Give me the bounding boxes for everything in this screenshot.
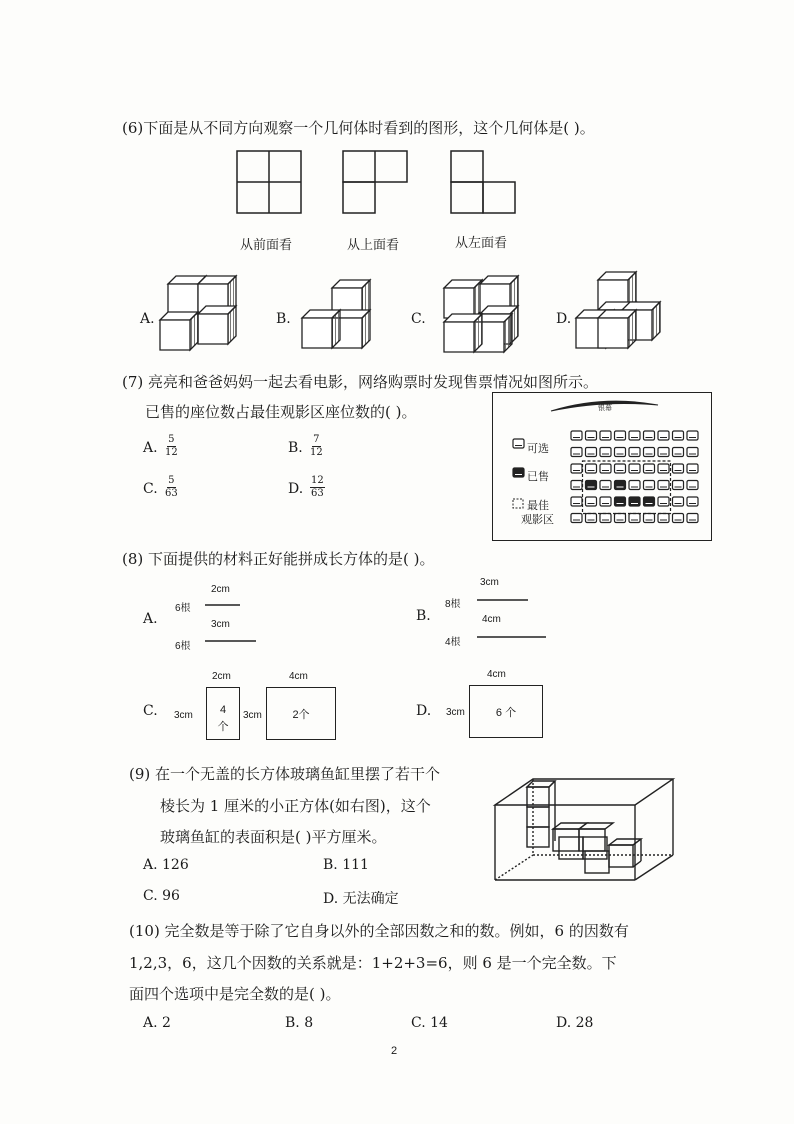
seat-available — [644, 514, 655, 523]
view-label-front: 从前面看 — [240, 238, 293, 253]
q6-stem: (6)下面是从不同方向观察一个几何体时看到的图形，这个几何体是( )。 — [122, 119, 595, 137]
q6-option-b-label[interactable]: B. — [276, 311, 291, 327]
seat-available — [615, 514, 626, 523]
q7-option-d-letter[interactable]: D. — [288, 481, 304, 497]
cube — [198, 306, 236, 344]
seat-sold — [629, 497, 640, 506]
legend-best-area-icon — [513, 499, 523, 508]
seat-available — [673, 497, 684, 506]
seat-available — [644, 481, 655, 490]
seat-available — [629, 481, 640, 490]
q10-option-d[interactable]: D. 28 — [556, 1015, 594, 1031]
seat-available — [644, 431, 655, 440]
cube — [302, 310, 340, 348]
q8-c-rect1-unit: 个 — [217, 721, 229, 733]
q8-a-count1: 6根 — [175, 603, 191, 614]
q8-option-d-letter[interactable]: D. — [416, 703, 432, 719]
seat-sold — [615, 497, 626, 506]
seat-available — [629, 464, 640, 473]
seat-available — [571, 497, 582, 506]
q8-d-rect-count: 6 个 — [495, 707, 517, 719]
seat-available — [644, 448, 655, 457]
q8-b-len1: 3cm — [480, 577, 499, 588]
seat-available — [600, 448, 611, 457]
seat-available — [571, 431, 582, 440]
q10-option-c[interactable]: C. 14 — [411, 1015, 448, 1031]
seat-available — [600, 497, 611, 506]
q8-c-rect2 — [266, 687, 336, 740]
q6-option-a-label[interactable]: A. — [140, 311, 155, 327]
seat-available — [673, 431, 684, 440]
q10-option-b[interactable]: B. 8 — [285, 1015, 314, 1031]
q7-stem-line2: 已售的座位数占最佳观影区座位数的( )。 — [145, 403, 417, 421]
q10-option-a[interactable]: A. 2 — [143, 1015, 171, 1031]
screen-label: 银幕 — [598, 405, 612, 412]
q7-option-a-letter[interactable]: A. — [143, 440, 158, 456]
seat-available — [571, 464, 582, 473]
cube — [160, 312, 198, 350]
q8-c-rect1 — [206, 687, 240, 740]
seat-available — [687, 514, 698, 523]
q8-c-width2: 4cm — [289, 671, 308, 682]
q9-stem-line2: 棱长为 1 厘米的小正方体(如右图)，这个 — [160, 797, 431, 815]
q8-c-height2: 3cm — [243, 710, 262, 721]
seat-sold — [586, 481, 597, 490]
q8-c-rect1-count: 4 — [219, 704, 227, 716]
seat-sold — [513, 468, 524, 477]
q7-option-c-letter[interactable]: C. — [143, 481, 158, 497]
seat-available — [615, 448, 626, 457]
q8-c-height1: 3cm — [174, 710, 193, 721]
q8-option-a-letter[interactable]: A. — [143, 611, 158, 627]
seat-available — [615, 464, 626, 473]
seat-available — [600, 514, 611, 523]
seat-available — [586, 464, 597, 473]
seat-available — [629, 514, 640, 523]
seat-available — [600, 464, 611, 473]
seat-sold — [615, 481, 626, 490]
q9-option-a[interactable]: A. 126 — [143, 857, 189, 873]
q6-option-b-cubes[interactable] — [292, 270, 372, 352]
seat-available — [586, 448, 597, 457]
seat-available — [571, 481, 582, 490]
q6-option-c-label[interactable]: C. — [411, 311, 426, 327]
seat-available — [586, 497, 597, 506]
seat-available — [658, 514, 669, 523]
q6-option-d-cubes[interactable] — [574, 268, 664, 356]
seat-available — [687, 448, 698, 457]
seat-available — [644, 464, 655, 473]
q10-stem-line2: 1,2,3，6，这几个因数的关系就是：1+2+3=6，则 6 是一个完全数。下 — [129, 954, 617, 972]
q10-stem-line3: 面四个选项中是完全数的是( )。 — [129, 985, 341, 1003]
q7-option-d-fraction[interactable]: $\frac{12}{63}$ — [311, 475, 324, 499]
cube — [444, 314, 482, 352]
seat-available — [571, 448, 582, 457]
view-label-left: 从左面看 — [455, 236, 508, 251]
q10-stem-line1: (10) 完全数是等于除了它自身以外的全部因数之和的数。例如，6 的因数有 — [129, 922, 629, 940]
cube — [444, 280, 482, 318]
view-label-top: 从上面看 — [347, 238, 400, 253]
seat-available — [687, 497, 698, 506]
q7-option-a-fraction[interactable]: $\frac{5}{12}$ — [165, 434, 178, 458]
q9-option-c[interactable]: C. 96 — [143, 888, 180, 904]
top-view-figure — [342, 150, 412, 216]
seat-available — [658, 464, 669, 473]
seat-available — [571, 514, 582, 523]
q8-d-width: 4cm — [487, 669, 506, 680]
q6-option-c-cubes[interactable] — [432, 270, 522, 352]
q8-c-width1: 2cm — [212, 671, 231, 682]
q9-stem-line1: (9) 在一个无盖的长方体玻璃鱼缸里摆了若干个 — [129, 765, 441, 783]
q8-stem: (8) 下面提供的材料正好能拼成长方体的是( )。 — [122, 550, 435, 568]
q8-option-c-letter[interactable]: C. — [143, 703, 158, 719]
fish-tank-figure — [493, 775, 683, 885]
seat-available — [615, 431, 626, 440]
seat-available — [658, 431, 669, 440]
page-number: 2 — [391, 1045, 398, 1057]
seat-available — [673, 481, 684, 490]
legend-available-label: 可选 — [527, 443, 549, 455]
seat-available — [687, 464, 698, 473]
seat-available — [673, 448, 684, 457]
legend-best-label: 最佳 — [527, 500, 549, 512]
q7-option-b-letter[interactable]: B. — [288, 440, 303, 456]
seat-available — [658, 497, 669, 506]
seat-available — [658, 481, 669, 490]
q8-a-stick1 — [205, 604, 241, 606]
seat-available — [600, 431, 611, 440]
q8-a-len1: 2cm — [211, 584, 230, 595]
seat-available — [629, 431, 640, 440]
q8-d-rect — [469, 685, 543, 738]
q7-option-b-fraction[interactable]: $\frac{7}{12}$ — [310, 434, 323, 458]
q8-d-height: 3cm — [446, 707, 465, 718]
q8-option-b-letter[interactable]: B. — [416, 608, 431, 624]
seat-available — [513, 439, 524, 448]
q6-option-a-cubes[interactable] — [160, 270, 240, 352]
q6-option-d-label[interactable]: D. — [556, 311, 572, 327]
q8-b-len2: 4cm — [482, 614, 501, 625]
q8-c-rect2-count: 2个 — [292, 709, 310, 721]
seat-map — [492, 392, 712, 541]
q9-option-b[interactable]: B. 111 — [323, 857, 369, 873]
seat-available — [600, 481, 611, 490]
seat-available — [629, 448, 640, 457]
seat-available — [687, 431, 698, 440]
cube — [598, 310, 636, 348]
q9-option-d[interactable]: D. 无法确定 — [323, 891, 399, 907]
q8-a-stick2 — [205, 640, 257, 642]
front-view-figure — [236, 150, 306, 216]
seat-available — [658, 448, 669, 457]
seat-available — [586, 431, 597, 440]
seat-available — [586, 514, 597, 523]
q7-option-c-fraction[interactable]: $\frac{5}{63}$ — [165, 475, 178, 499]
q7-stem-line1: (7) 亮亮和爸爸妈妈一起去看电影，网络购票时发现售票情况如图所示。 — [122, 373, 599, 391]
q8-b-count1: 8根 — [445, 599, 461, 610]
legend-sold-label: 已售 — [527, 471, 549, 483]
q8-b-stick1 — [477, 599, 529, 601]
left-view-figure — [450, 150, 520, 216]
q8-b-count2: 4根 — [445, 637, 461, 648]
legend-best-label-2: 观影区 — [521, 514, 554, 526]
q8-b-stick2 — [477, 636, 547, 638]
seat-available — [673, 514, 684, 523]
seat-available — [687, 481, 698, 490]
q8-a-len2: 3cm — [211, 619, 230, 630]
seat-sold — [644, 497, 655, 506]
seat-available — [673, 464, 684, 473]
q8-a-count2: 6根 — [175, 641, 191, 652]
q9-stem-line3: 玻璃鱼缸的表面积是( )平方厘米。 — [160, 828, 387, 846]
